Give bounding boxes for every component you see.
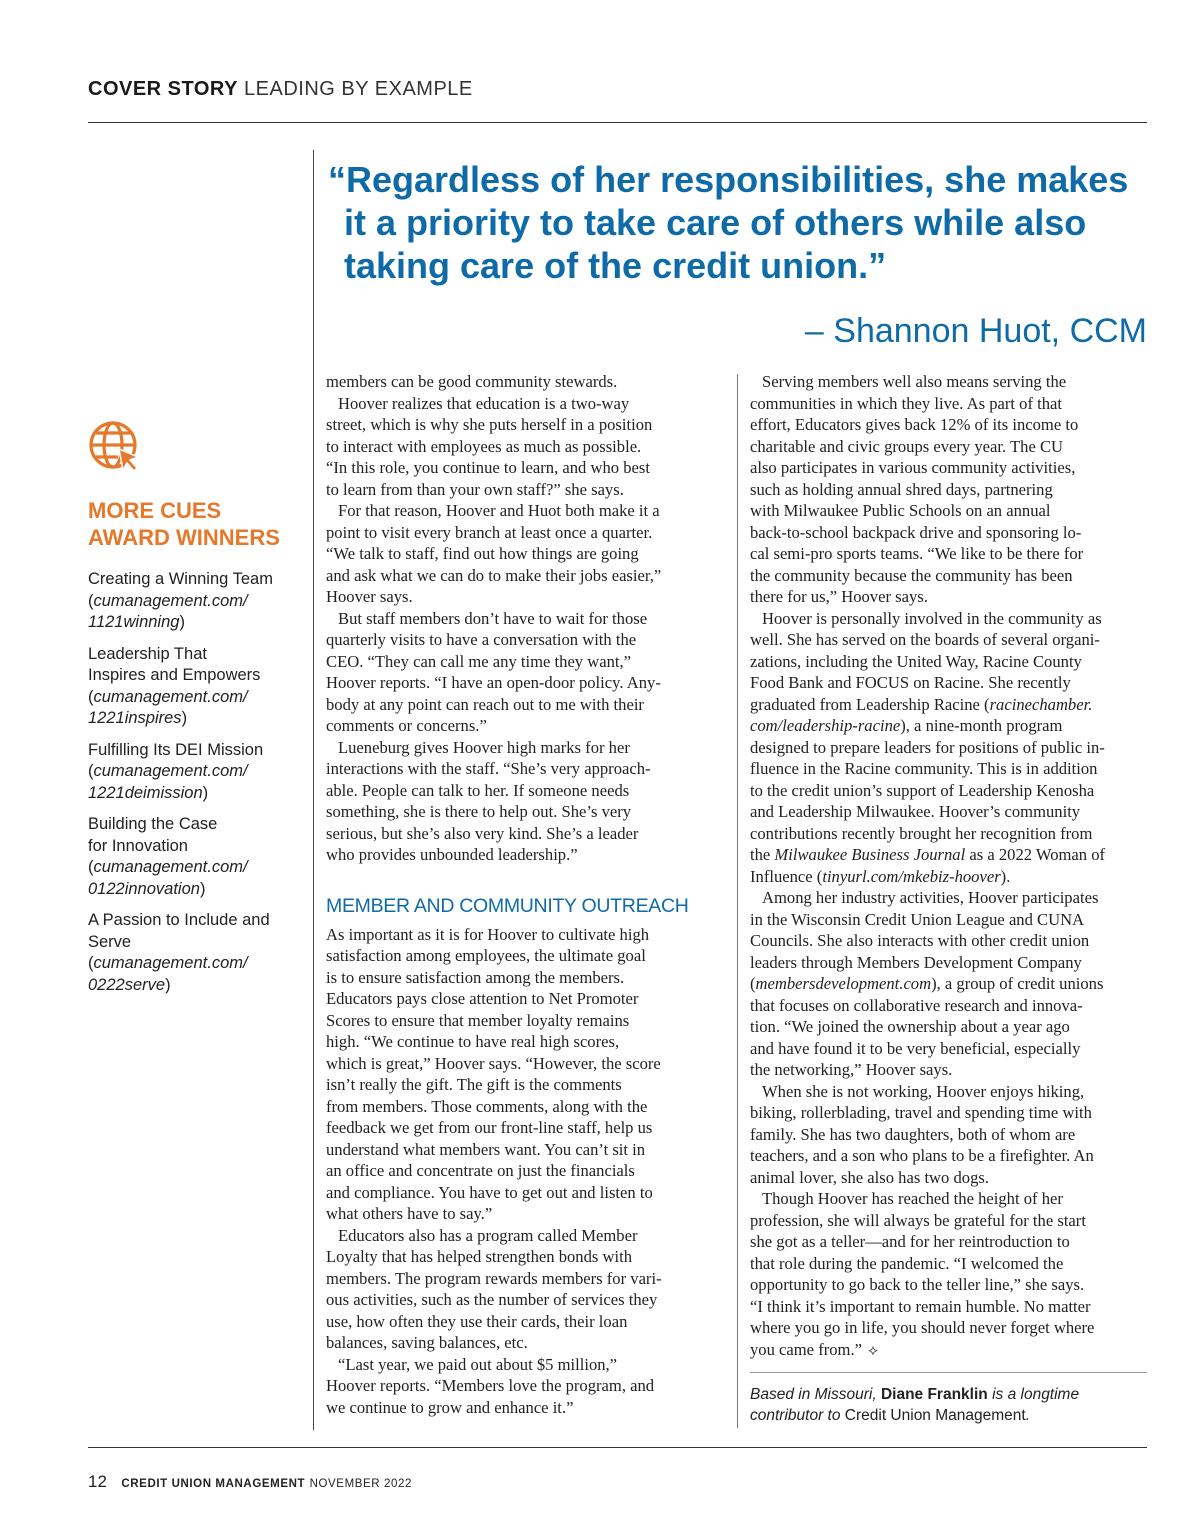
text-line: to learn from than your own staff?” she says. [326,479,624,499]
paragraph-lines [750,1188,1147,1339]
text-line: members. The program rewards members for vari- [326,1268,662,1288]
sidebar-item-title: Serve [88,932,132,951]
text-line: Educators pays close attention to Net Promoter [326,989,639,1008]
link-text[interactable]: cumanagement.com/ [93,954,248,972]
text-line: is to ensure satisfaction among the members. [326,967,625,987]
pull-quote-line: taking care of the credit union.” [344,245,887,286]
text-line: Loyalty that has helped strengthen bonds with [326,1247,633,1266]
sidebar-list [88,569,308,1006]
text-line: she got as a teller—and for her reintroduction to [750,1232,1070,1251]
text-line: Food Bank and FOCUS on Racine. She recently [750,673,1071,692]
text-line: “I think it’s important to remain humble. No matter [750,1296,1091,1316]
text-line: Serving members well also means serving the [762,372,1067,391]
sidebar-item-title: Building the Case [88,815,218,833]
paragraph [326,393,722,501]
article-title: LEADING BY EXAMPLE [244,78,473,100]
bio-line [750,1384,1147,1405]
bio-line [750,1405,1147,1426]
text-line: and compliance. You have to get out and listen to [326,1182,653,1202]
text-line: the networking,” Hoover says. [750,1060,953,1079]
text-run: ( [750,974,756,993]
text-line: charitable and civic groups every year. The CU [750,436,1064,456]
sidebar-item-link[interactable]: (cumanagement.com/ [88,591,248,610]
text-run: Influence ( [750,866,823,886]
link-text[interactable]: 1121winning [88,613,180,631]
text-line: that focuses on collaborative research and innova- [750,995,1083,1015]
text-line: Lueneburg gives Hoover high marks for her [338,737,630,757]
footer-date: NOVEMBER 2022 [309,1478,412,1490]
text-line: Though Hoover has reached the height of her [762,1189,1063,1208]
text-line [750,866,1147,888]
text-line: there for us,” Hoover says. [750,587,928,606]
text-line: Hoover is personally involved in the community as [762,608,1102,628]
text-line: quarterly visits to have a conversation with the [326,630,637,649]
sidebar-item-title: Fulfilling Its DEI Mission [88,740,264,759]
text-line: to interact with employees as much as possible. [326,436,642,456]
column-divider-left [313,150,314,1430]
text-run: ), a nine-month program [900,716,1063,735]
sidebar-item-link[interactable]: (cumanagement.com/ [88,687,248,706]
sidebar-item-title: A Passion to Include and [88,911,270,929]
text-line: profession, she will always be grateful for the start [750,1210,1086,1230]
text-line: zations, including the United Way, Racine County [750,651,1082,671]
text-line: in the Wisconsin Credit Union League and CUNA [750,909,1085,929]
text-line: feedback we get from our front-line staff, help us [326,1118,653,1137]
web-link[interactable]: com/leadership-racine [750,716,901,735]
text-line: animal lover, she also has two dogs. [750,1167,989,1187]
text-line: As important as it is for Hoover to cultivate high [326,924,650,944]
text-line: CEO. “They can call me any time they want,” [326,651,632,671]
body-column-2 [750,371,1147,1362]
sidebar-item-link[interactable]: 1121winning) [88,613,185,631]
web-link[interactable]: membersdevelopment.com [755,974,932,993]
text-line: Among her industry activities, Hoover participates [762,888,1099,907]
text-line: When she is not working, Hoover enjoys hiking, [762,1081,1085,1101]
sidebar-title-line: AWARD WINNERS [88,525,280,550]
paragraph [326,608,722,737]
sidebar-item-title: Leadership That [88,644,207,663]
text-line: use, how often they use their cards, their loan [326,1311,628,1331]
sidebar-item-title: Creating a Winning Team [88,570,273,588]
text-line: something, she is there to help out. She’s very [326,802,632,821]
sidebar-item-link[interactable]: 0122innovation) [88,879,206,898]
sidebar-item-link[interactable]: 1221deimission) [88,783,209,802]
text-line: teachers, and a son who plans to be a firefighter. An [750,1146,1094,1165]
section-header [88,78,473,101]
paragraph [326,500,722,608]
footer-publication: CREDIT UNION MANAGEMENT [121,1478,306,1490]
sidebar-item-link[interactable]: (cumanagement.com/ [88,954,248,972]
paragraph-lines [750,995,1147,1081]
section-label: COVER STORY [88,78,238,100]
paragraph [750,608,1147,888]
text-line: Scores to ensure that member loyalty remains [326,1010,630,1030]
paragraph [750,1081,1147,1189]
text-run: ). [1000,866,1011,886]
text-line: opportunity to go back to the teller line,” she says. [750,1275,1085,1294]
end-mark-icon: ⟡ [867,1342,878,1359]
paragraph-lines [750,887,1147,973]
text-line: Councils. She also interacts with other credit union [750,931,1090,950]
text-line: cal semi-pro sports teams. “We like to be there for [750,544,1084,563]
text-line: family. She has two daughters, both of whom are [750,1124,1076,1144]
text-line: we continue to grow and enhance it.” [326,1397,574,1417]
text-line: body at any point can reach out to me with their [326,694,644,714]
sidebar-item-link[interactable]: (cumanagement.com/ [88,762,248,780]
sidebar-item-title: Inspires and Empowers [88,666,261,684]
text-run: . [1025,1407,1031,1424]
text-line: what others have to say.” [326,1204,493,1223]
text-line: street, which is why she puts herself in a position [326,415,653,434]
text-line: biking, rollerblading, travel and spending time with [750,1103,1092,1122]
publication-name: Milwaukee Business Journal [774,845,966,864]
paragraph [326,371,722,393]
paragraph-lines [750,608,1147,694]
text-line: Hoover says. [326,587,413,606]
text-run: as a 2022 Woman of [965,845,1106,864]
paragraph [750,887,1147,1081]
paragraph-lines [750,737,1147,845]
text-line: leaders through Members Development Company [750,952,1082,972]
text-line: and ask what we can do to make their jobs easier,” [326,565,662,585]
bio-rule [750,1372,1147,1373]
text-line: Hoover reports. “I have an open-door policy. Any- [326,673,661,692]
pull-quote-attribution: – Shannon Huot, CCM [804,312,1147,350]
text-line: satisfaction among employees, the ultimate goal [326,946,646,965]
sidebar-item-link[interactable]: 0222serve) [88,975,171,994]
paragraph [326,924,722,1225]
text-line: fluence in the Racine community. This is in addition [750,759,1098,778]
sidebar-item-link[interactable]: 1221inspires) [88,709,188,727]
section-subhead: MEMBER AND COMMUNITY OUTREACH [326,894,689,917]
column-divider-mid [737,374,738,1428]
text-run: graduated from Leadership Racine ( [750,694,990,714]
paragraph [750,1188,1147,1362]
link-text[interactable]: 1221inspires [88,709,182,727]
pull-quote [328,158,1148,287]
text-line: balances, saving balances, etc. [326,1333,528,1352]
pull-quote-line: it a priority to take care of others while also [344,202,1087,243]
text-run: the [750,845,775,864]
text-line: designed to prepare leaders for positions of public in- [750,737,1105,757]
text-line: able. People can talk to her. If someone needs [326,780,630,800]
text-line: to the credit union’s support of Leadership Kenosha [750,780,1095,800]
text-line [750,844,1147,866]
text-line: and Leadership Milwaukee. Hoover’s community [750,802,1081,821]
text-line: “Last year, we paid out about $5 million,” [338,1354,618,1374]
paragraph [326,1354,722,1419]
text-line: that role during the pandemic. “I welcomed the [750,1253,1064,1273]
text-line: Hoover reports. “Members love the program, and [326,1376,655,1395]
text-line: from members. Those comments, along with the [326,1096,648,1116]
sidebar-item-title: for Innovation [88,836,188,855]
text-run: you came from.” [750,1339,862,1359]
text-run: ), a group of credit unions [931,974,1104,993]
sidebar-item[interactable] [88,569,308,634]
web-link[interactable]: racinechamber. [989,694,1093,714]
paragraph [750,371,1147,608]
text-line: where you go in life, you should never forget where [750,1318,1095,1337]
text-line: isn’t really the gift. The gift is the comments [326,1075,622,1094]
page-number: 12 [88,1472,107,1491]
text-line: Educators also has a program called Member [338,1225,638,1245]
text-line: the community because the community has been [750,565,1073,585]
text-line: effort, Educators gives back 12% of its income to [750,415,1079,434]
sidebar-item[interactable] [88,814,308,900]
text-line: point to visit every branch at least once a quarter. [326,522,653,542]
sidebar-item[interactable] [88,910,308,996]
text-line: ous activities, such as the number of services they [326,1290,658,1309]
publication-name: Credit Union Management [844,1407,1026,1424]
text-line: such as holding annual shred days, partnering [750,479,1053,499]
pull-quote-line: “Regardless of her responsibilities, she makes [328,159,1129,200]
link-text[interactable]: cumanagement.com/ [93,858,248,876]
link-text[interactable]: cumanagement.com/ [93,591,248,610]
text-line: an office and concentrate on just the financials [326,1161,635,1180]
text-line: “In this role, you continue to learn, and who best [326,458,650,477]
text-line: members can be good community stewards. [326,372,618,391]
link-text[interactable]: cumanagement.com/ [93,762,248,780]
sidebar-item-link[interactable]: (cumanagement.com/ [88,858,248,876]
text-line: well. She has served on the boards of several organi- [750,630,1100,649]
bottom-rule [88,1447,1147,1448]
page-footer [88,1472,412,1492]
text-line: also participates in various community activities, [750,458,1076,477]
text-line [750,715,1147,737]
text-line: high. “We continue to have real high scores, [326,1032,620,1051]
text-line: with Milwaukee Public Schools on an annual [750,501,1051,520]
sidebar-item[interactable] [88,740,308,805]
text-line: But staff members don’t have to wait for those [338,608,648,628]
text-line: comments or concerns.” [326,716,487,735]
text-line: interactions with the staff. “She’s very approach- [326,759,651,778]
text-line: who provides unbounded leadership.” [326,845,578,864]
text-line: “We talk to staff, find out how things are going [326,544,639,563]
text-line: serious, but she’s also very kind. She’s a leader [326,823,639,843]
text-line [750,973,1147,995]
text-line [750,694,1147,716]
link-text[interactable]: 0222serve [88,975,166,994]
link-text[interactable]: 0122innovation [88,879,200,898]
text-line: understand what members want. You can’t sit in [326,1139,646,1159]
text-line [750,1339,1147,1363]
text-run: is a longtime [992,1386,1080,1403]
link-text[interactable]: cumanagement.com/ [93,687,248,706]
text-line: contributions recently brought her recognition from [750,823,1093,843]
text-line: communities in which they live. As part of that [750,393,1062,413]
text-line: For that reason, Hoover and Huot both make it a [338,501,660,520]
text-line: tion. “We joined the ownership about a year ago [750,1017,1070,1036]
paragraph [326,1225,722,1354]
text-line: and have found it to be very beneficial, especially [750,1038,1081,1058]
text-run: contributor to [750,1407,841,1424]
sidebar-title-line: MORE CUES [88,498,222,523]
link-text[interactable]: 1221deimission [88,783,203,802]
author-bio [750,1384,1147,1426]
text-line: back-to-school backpack drive and sponsoring lo- [750,522,1082,542]
sidebar-item[interactable] [88,644,308,730]
paragraph [326,737,722,866]
web-link[interactable]: tinyurl.com/mkebiz-hoover [822,866,1001,886]
author-name: Diane Franklin [880,1386,988,1403]
globe-cursor-icon [88,420,142,474]
text-line: Hoover realizes that education is a two-way [338,393,630,413]
body-column-1 [326,371,722,1418]
text-line: which is great,” Hoover says. “However, the score [326,1053,661,1073]
sidebar-title [88,497,303,551]
text-run: Based in Missouri, [750,1386,877,1403]
top-rule [88,122,1147,123]
